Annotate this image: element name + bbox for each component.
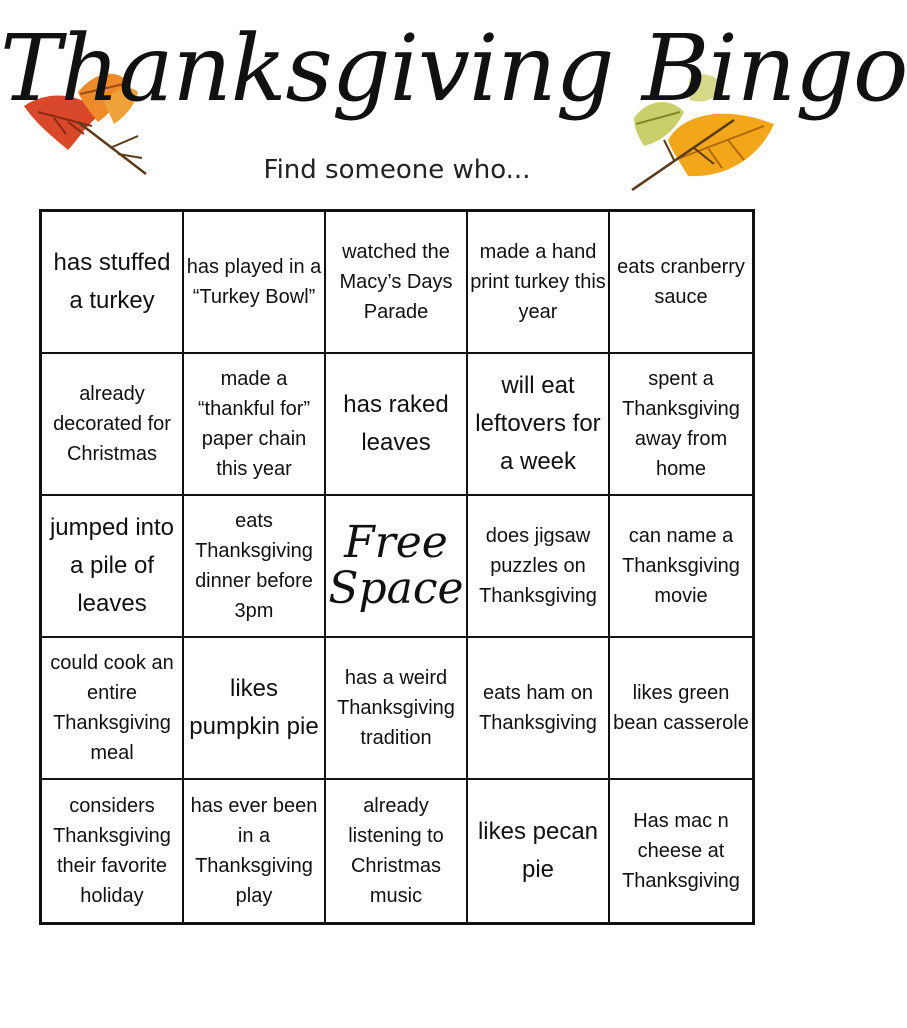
free-space-line1: Free (344, 517, 448, 568)
bingo-square[interactable]: already decorated for Christmas (42, 354, 184, 496)
bingo-square[interactable]: spent a Thanksgiving away from home (610, 354, 752, 496)
bingo-square[interactable]: likes pecan pie (468, 780, 610, 922)
bingo-square[interactable]: has raked leaves (326, 354, 468, 496)
bingo-square[interactable]: has a weird Thanksgiving tradition (326, 638, 468, 780)
bingo-square[interactable]: has ever been in a Thanksgiving play (184, 780, 326, 922)
bingo-square[interactable]: likes green bean casserole (610, 638, 752, 780)
bingo-square[interactable]: already listening to Christmas music (326, 780, 468, 922)
bingo-square[interactable]: made a hand print turkey this year (468, 212, 610, 354)
bingo-square[interactable]: will eat leftovers for a week (468, 354, 610, 496)
bingo-square[interactable]: Has mac n cheese at Thanksgiving (622, 810, 740, 892)
bingo-square[interactable]: watched the Macy’s Days Parade (326, 212, 468, 354)
bingo-square[interactable]: made a “thankful for” paper chain this year (184, 354, 326, 496)
bingo-square[interactable]: could cook an entire Thanksgiving meal (42, 638, 184, 780)
bingo-card (39, 209, 755, 925)
free-space-square[interactable] (326, 496, 468, 638)
page-title: Thanksgiving Bingo (0, 15, 907, 122)
bingo-square[interactable]: has played in a “Turkey Bowl” (184, 212, 326, 354)
bingo-square[interactable]: does jigsaw puzzles on Thanksgiving (468, 496, 610, 638)
bingo-square[interactable]: jumped into a pile of leaves (42, 496, 184, 638)
bingo-square[interactable]: eats ham on Thanksgiving (468, 638, 610, 780)
bingo-square[interactable]: eats Thanksgiving dinner before 3pm (184, 496, 326, 638)
bingo-square[interactable]: eats cranberry sauce (610, 212, 752, 354)
free-space-line2: Space (328, 563, 464, 614)
page-subtitle: Find someone who... (263, 155, 531, 185)
bingo-square[interactable]: likes pumpkin pie (184, 638, 326, 780)
bingo-square[interactable]: has stuffed a turkey (42, 212, 184, 354)
bingo-square[interactable]: can name a Thanksgiving movie (610, 496, 752, 638)
bingo-square[interactable]: considers Thanksgiving their favorite holiday (42, 780, 184, 922)
